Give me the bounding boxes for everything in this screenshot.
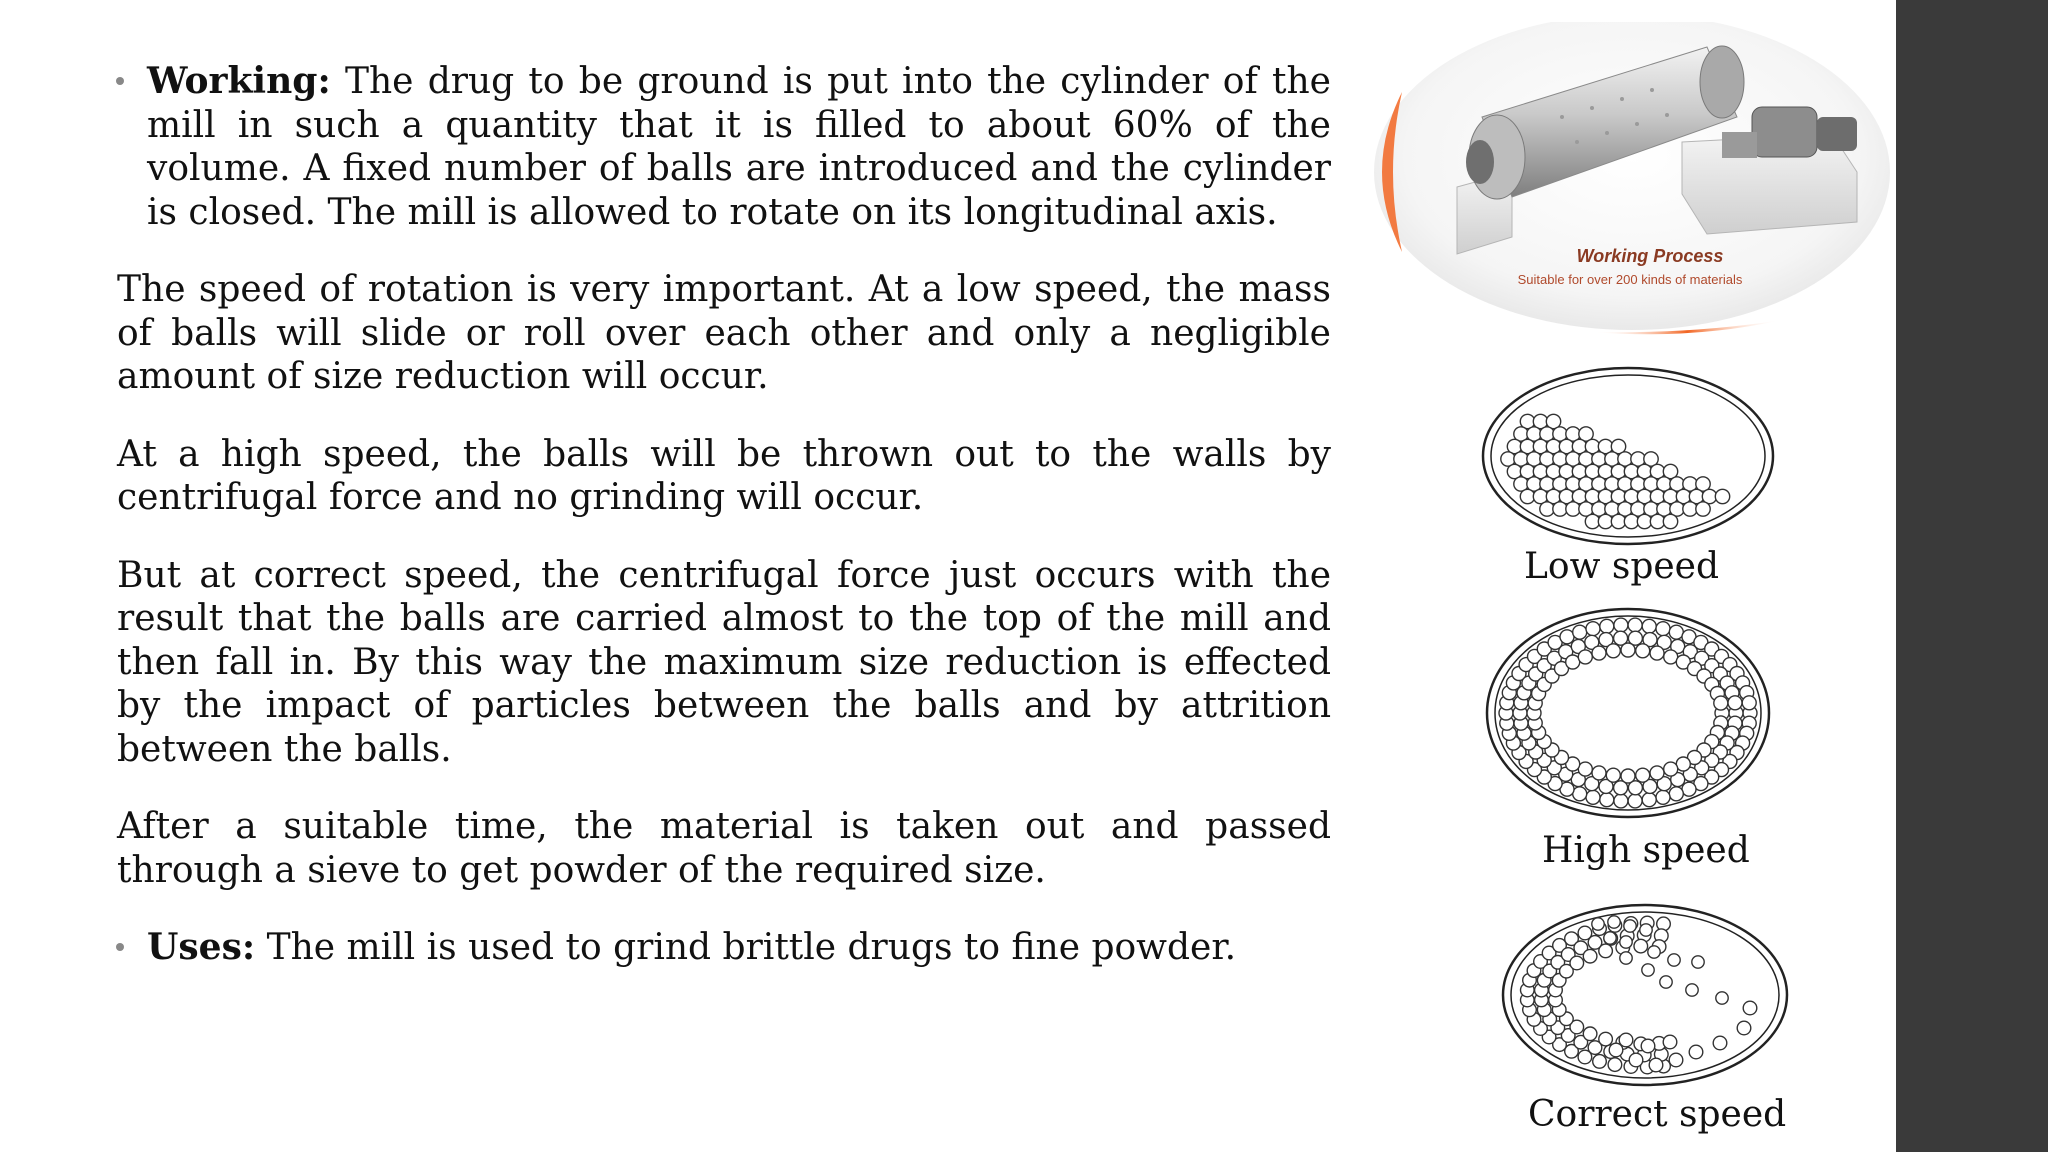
mill-ball — [1599, 944, 1613, 958]
mill-ball — [1520, 489, 1534, 503]
machine-image-subtitle: Suitable for over 200 kinds of materials — [1517, 272, 1743, 287]
mill-ball — [1614, 618, 1628, 632]
mill-ball — [1611, 514, 1625, 528]
mill-ball — [1686, 984, 1698, 996]
mill-ball — [1606, 768, 1620, 782]
low-speed-diagram — [1478, 364, 1778, 549]
mill-ball — [1650, 646, 1664, 660]
mill-ball — [1668, 954, 1680, 966]
mill-ball — [1592, 766, 1606, 780]
mill-ball — [1660, 976, 1672, 988]
machine-image-title: Working Process — [1576, 246, 1724, 266]
mill-ball — [1743, 1001, 1757, 1015]
mill-ball — [1642, 619, 1656, 633]
mill-ball — [1619, 1033, 1633, 1047]
mill-ball — [1624, 514, 1638, 528]
working-text: The drug to be ground is put into the cylinder of the mill in such a quantity that it is filled to about 60% of the volume. A fixed number of balls are introduced and the cylinder is closed. The mill is allowed to rotate on its longitudinal axis. — [147, 61, 1331, 233]
mill-ball — [1573, 787, 1587, 801]
low-speed-caption: Low speed — [1524, 546, 1720, 587]
mill-ball — [1578, 762, 1592, 776]
mill-ball — [1713, 1036, 1727, 1050]
mill-ball — [1683, 502, 1697, 516]
mill-ball — [1669, 625, 1683, 639]
mill-ball — [1628, 618, 1642, 632]
high-speed-diagram — [1482, 604, 1774, 822]
mill-ball — [1640, 924, 1652, 936]
mill-ball — [1583, 949, 1597, 963]
mill-ball — [1599, 1032, 1613, 1046]
mill-ball — [1636, 644, 1650, 658]
mill-ball — [1636, 768, 1650, 782]
mill-ball — [1600, 793, 1614, 807]
mill-ball — [1570, 956, 1584, 970]
mill-ball — [1663, 1035, 1677, 1049]
mill-ball — [1583, 1027, 1597, 1041]
working-bullet — [117, 60, 1331, 234]
mill-ball — [1692, 956, 1704, 968]
mill-ball — [1737, 1021, 1751, 1035]
mill-ball — [1664, 650, 1678, 664]
mill-ball — [1648, 946, 1660, 958]
mill-ball — [1566, 655, 1580, 669]
mill-ball — [1604, 932, 1616, 944]
uses-label: Uses: — [147, 926, 256, 968]
mill-ball — [1593, 1055, 1607, 1069]
mill-ball — [1573, 625, 1587, 639]
mill-ball — [1592, 646, 1606, 660]
mill-ball — [1629, 1053, 1643, 1067]
working-label: Working: — [147, 60, 331, 102]
mill-ball — [1586, 622, 1600, 636]
bullet-icon — [116, 77, 124, 85]
mill-ball — [1682, 782, 1696, 796]
mill-ball — [1642, 793, 1656, 807]
mill-ball — [1620, 952, 1632, 964]
mill-ball — [1669, 787, 1683, 801]
correct-speed-diagram — [1498, 900, 1792, 1090]
mill-ball — [1663, 514, 1677, 528]
side-bar — [1896, 0, 2048, 1152]
mill-ball — [1553, 502, 1567, 516]
mill-ball — [1637, 514, 1651, 528]
mill-ball — [1714, 696, 1728, 710]
mill-ball — [1634, 939, 1648, 953]
mill-ball — [1614, 794, 1628, 808]
mill-ball — [1600, 619, 1614, 633]
mill-ball — [1676, 757, 1690, 771]
correct-speed-caption: Correct speed — [1528, 1094, 1787, 1135]
mill-ball — [1586, 790, 1600, 804]
mill-ball — [1742, 696, 1756, 710]
uses-bullet — [117, 926, 1331, 970]
paragraph-correct-speed: But at correct speed, the centrifugal force just occurs with the result that the balls are carried almost to the top of the mill and then fall in. By this way the maximum size reduction is effected by the impact of particles between the balls and by attrition between the balls. — [117, 554, 1331, 770]
mill-ball — [1715, 489, 1729, 503]
mill-ball — [1650, 766, 1664, 780]
mill-ball — [1628, 794, 1642, 808]
mill-ball — [1578, 650, 1592, 664]
mill-ball — [1585, 514, 1599, 528]
uses-text: The mill is used to grind brittle drugs to fine powder. — [255, 927, 1237, 968]
ball-mill-machine-image — [1362, 22, 1892, 342]
mill-ball — [1592, 918, 1604, 930]
mill-ball — [1624, 920, 1636, 932]
mill-ball — [1560, 630, 1574, 644]
mill-ball — [1664, 762, 1678, 776]
paragraph-after-time: After a suitable time, the material is taken out and passed through a sieve to get powder of the required size. — [117, 806, 1331, 891]
mill-ball — [1689, 1045, 1703, 1059]
mill-ball — [1650, 514, 1664, 528]
mill-ball — [1642, 964, 1654, 976]
high-speed-caption: High speed — [1542, 830, 1750, 871]
mill-ball — [1540, 502, 1554, 516]
mill-ball — [1621, 769, 1635, 783]
mill-ball — [1669, 1053, 1683, 1067]
mill-ball — [1728, 696, 1742, 710]
mill-ball — [1696, 502, 1710, 516]
mill-ball — [1608, 916, 1620, 928]
mill-ball — [1621, 643, 1635, 657]
mill-ball — [1656, 790, 1670, 804]
mill-ball — [1641, 1039, 1655, 1053]
mill-ball — [1608, 1058, 1622, 1072]
mill-ball — [1649, 1058, 1663, 1072]
mill-ball — [1606, 644, 1620, 658]
paragraph-speed-importance: The speed of rotation is very important. At a low speed, the mass of balls will slide or roll over each other and only a negligible amount of size reduction will occur. — [117, 269, 1331, 397]
paragraph-high-speed: At a high speed, the balls will be thrown out to the walls by centrifugal force and no grinding will occur. — [117, 433, 1331, 518]
main-text-column — [117, 60, 1331, 1004]
bullet-icon — [116, 943, 124, 951]
mill-ball — [1566, 502, 1580, 516]
mill-ball — [1656, 622, 1670, 636]
mill-ball — [1620, 936, 1632, 948]
mill-ball — [1598, 514, 1612, 528]
mill-ball — [1716, 992, 1728, 1004]
